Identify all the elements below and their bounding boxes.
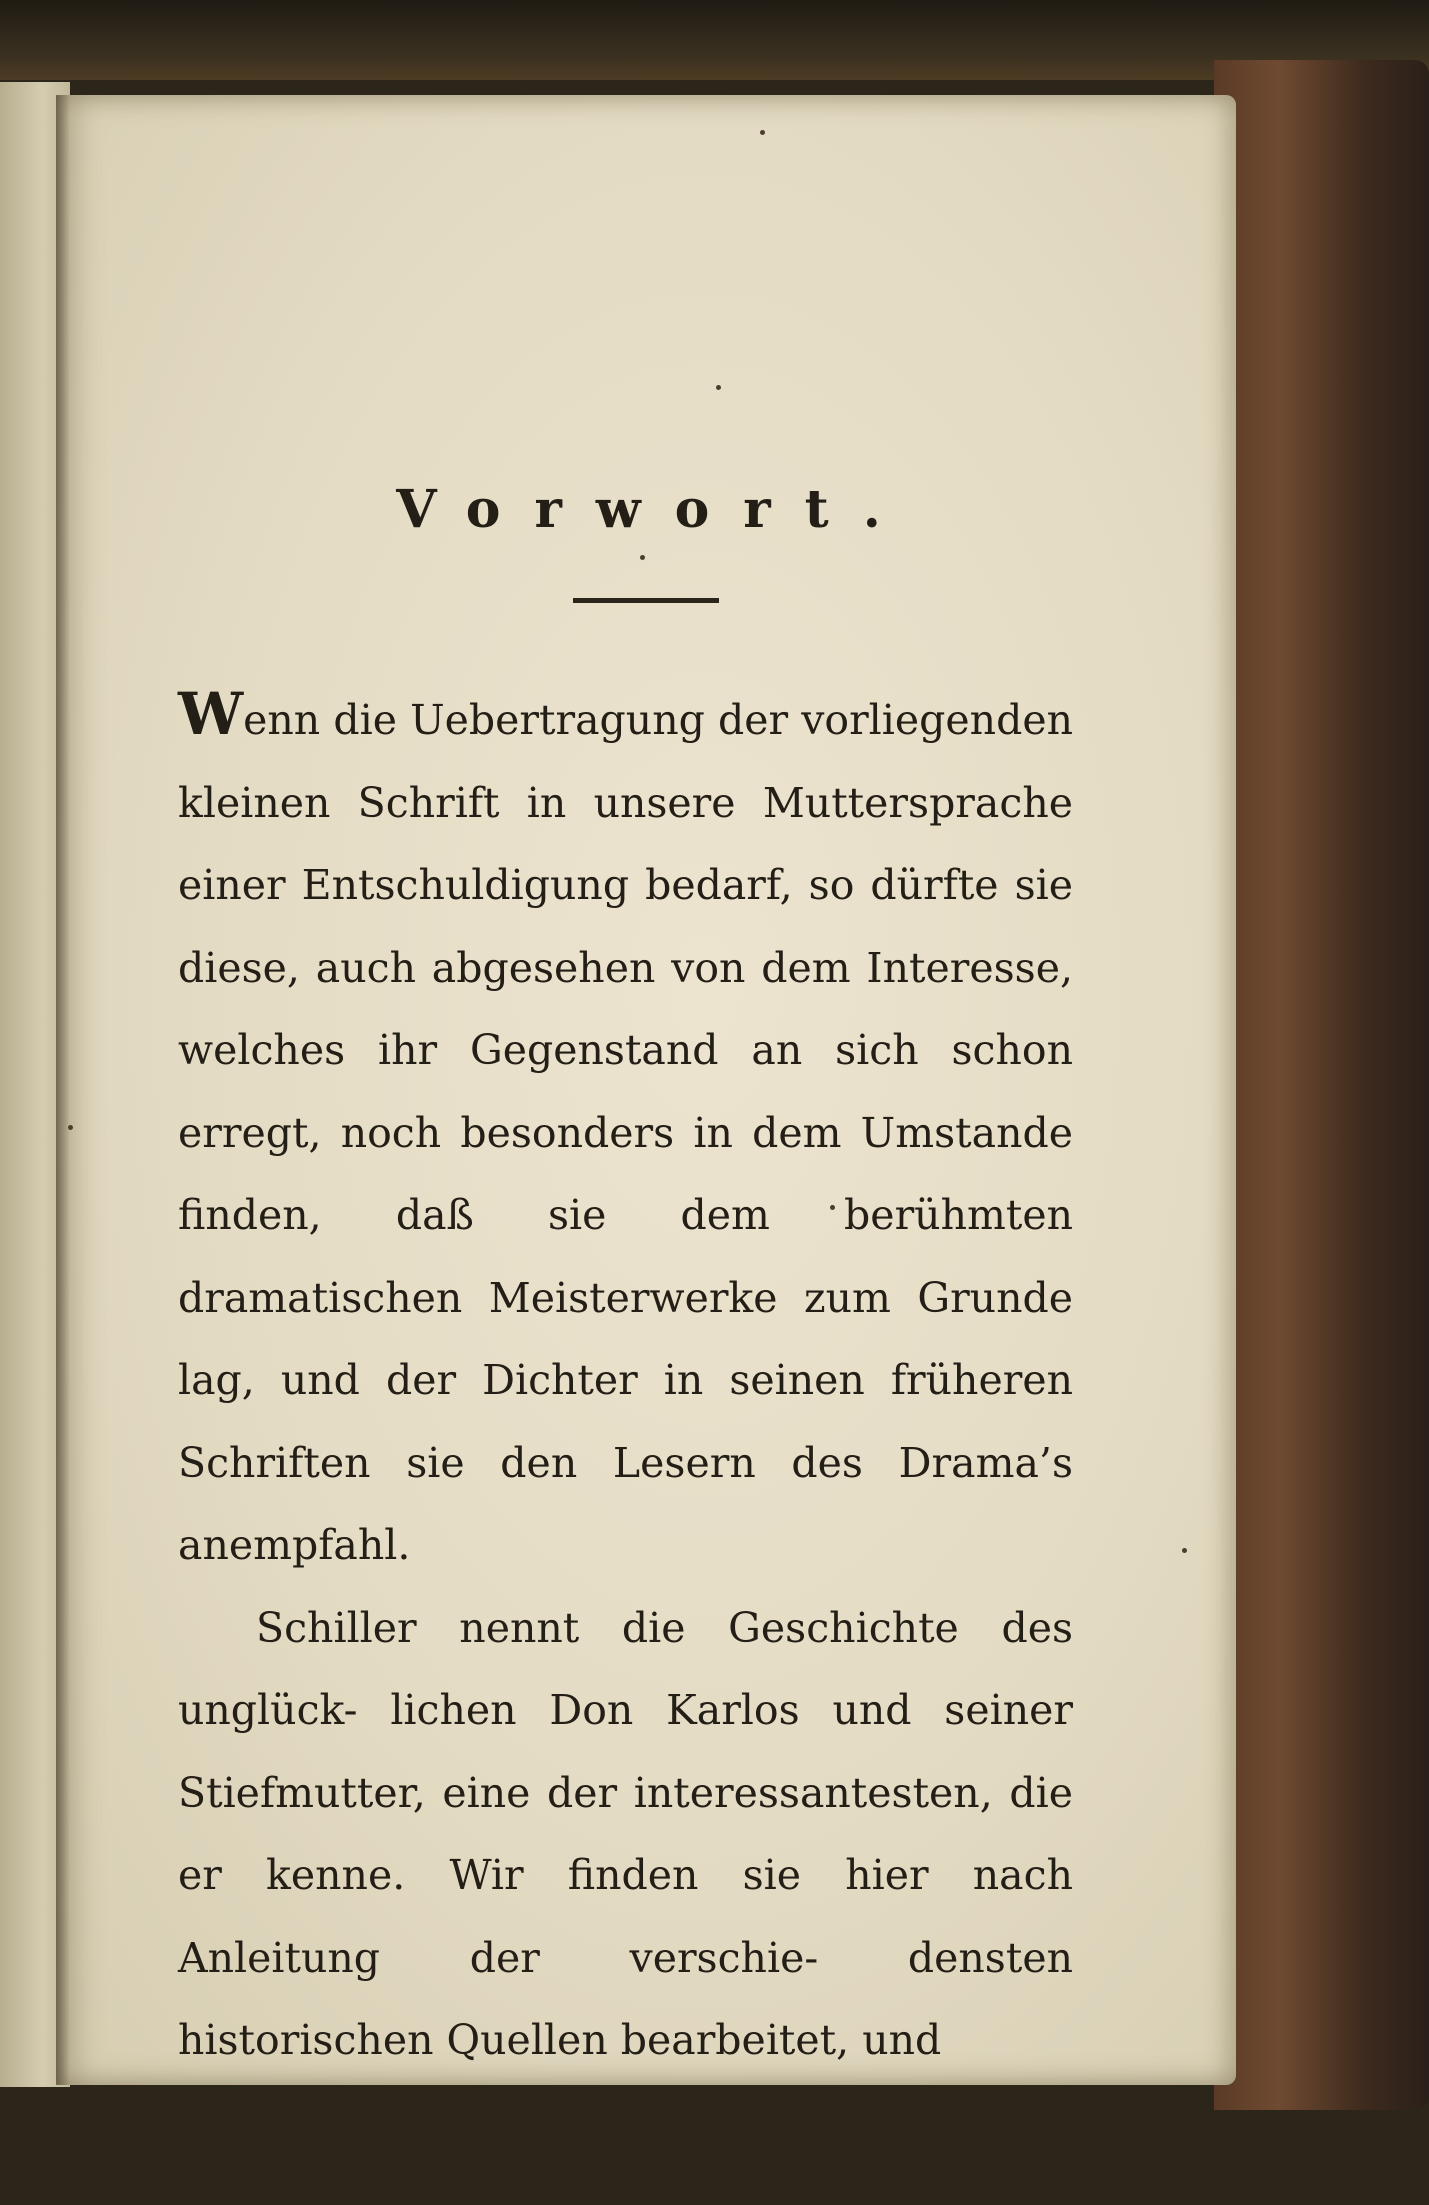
speck xyxy=(760,130,765,135)
page-fold-shadow xyxy=(56,95,70,2085)
initial-letter: W xyxy=(178,680,244,748)
page-content xyxy=(178,470,1073,2082)
speck xyxy=(1182,1548,1187,1553)
title-rule xyxy=(573,598,719,603)
cover-board xyxy=(1214,60,1429,2110)
paragraph-1 xyxy=(178,673,1073,1587)
paragraph-1-text: enn die Uebertragung der vorliegenden kleinen Schrift in unsere Muttersprache einer Entschuldigung bedarf, so dürfte sie diese, auch abgesehen von dem Interesse, welches ihr Gegenstand an sich schon erregt, noch besonders in dem Umstande finden, daß sie dem berühmten dramatischen Meisterwerke zum Grunde lag, und der Dichter in seinen früheren Schriften sie den Lesern des Drama’s anempfahl. xyxy=(178,696,1073,1569)
speck xyxy=(68,1125,73,1130)
paragraph-2: Schiller nennt die Geschichte des unglück- lichen Don Karlos und seiner Stiefmutter, eine der interessantesten, die er kenne. Wir finden sie hier nach Anleitung der verschie- densten historischen Quellen bearbeitet, und xyxy=(178,1603,1073,2064)
speck xyxy=(716,385,721,390)
page-title: Vorwort. xyxy=(396,479,915,540)
